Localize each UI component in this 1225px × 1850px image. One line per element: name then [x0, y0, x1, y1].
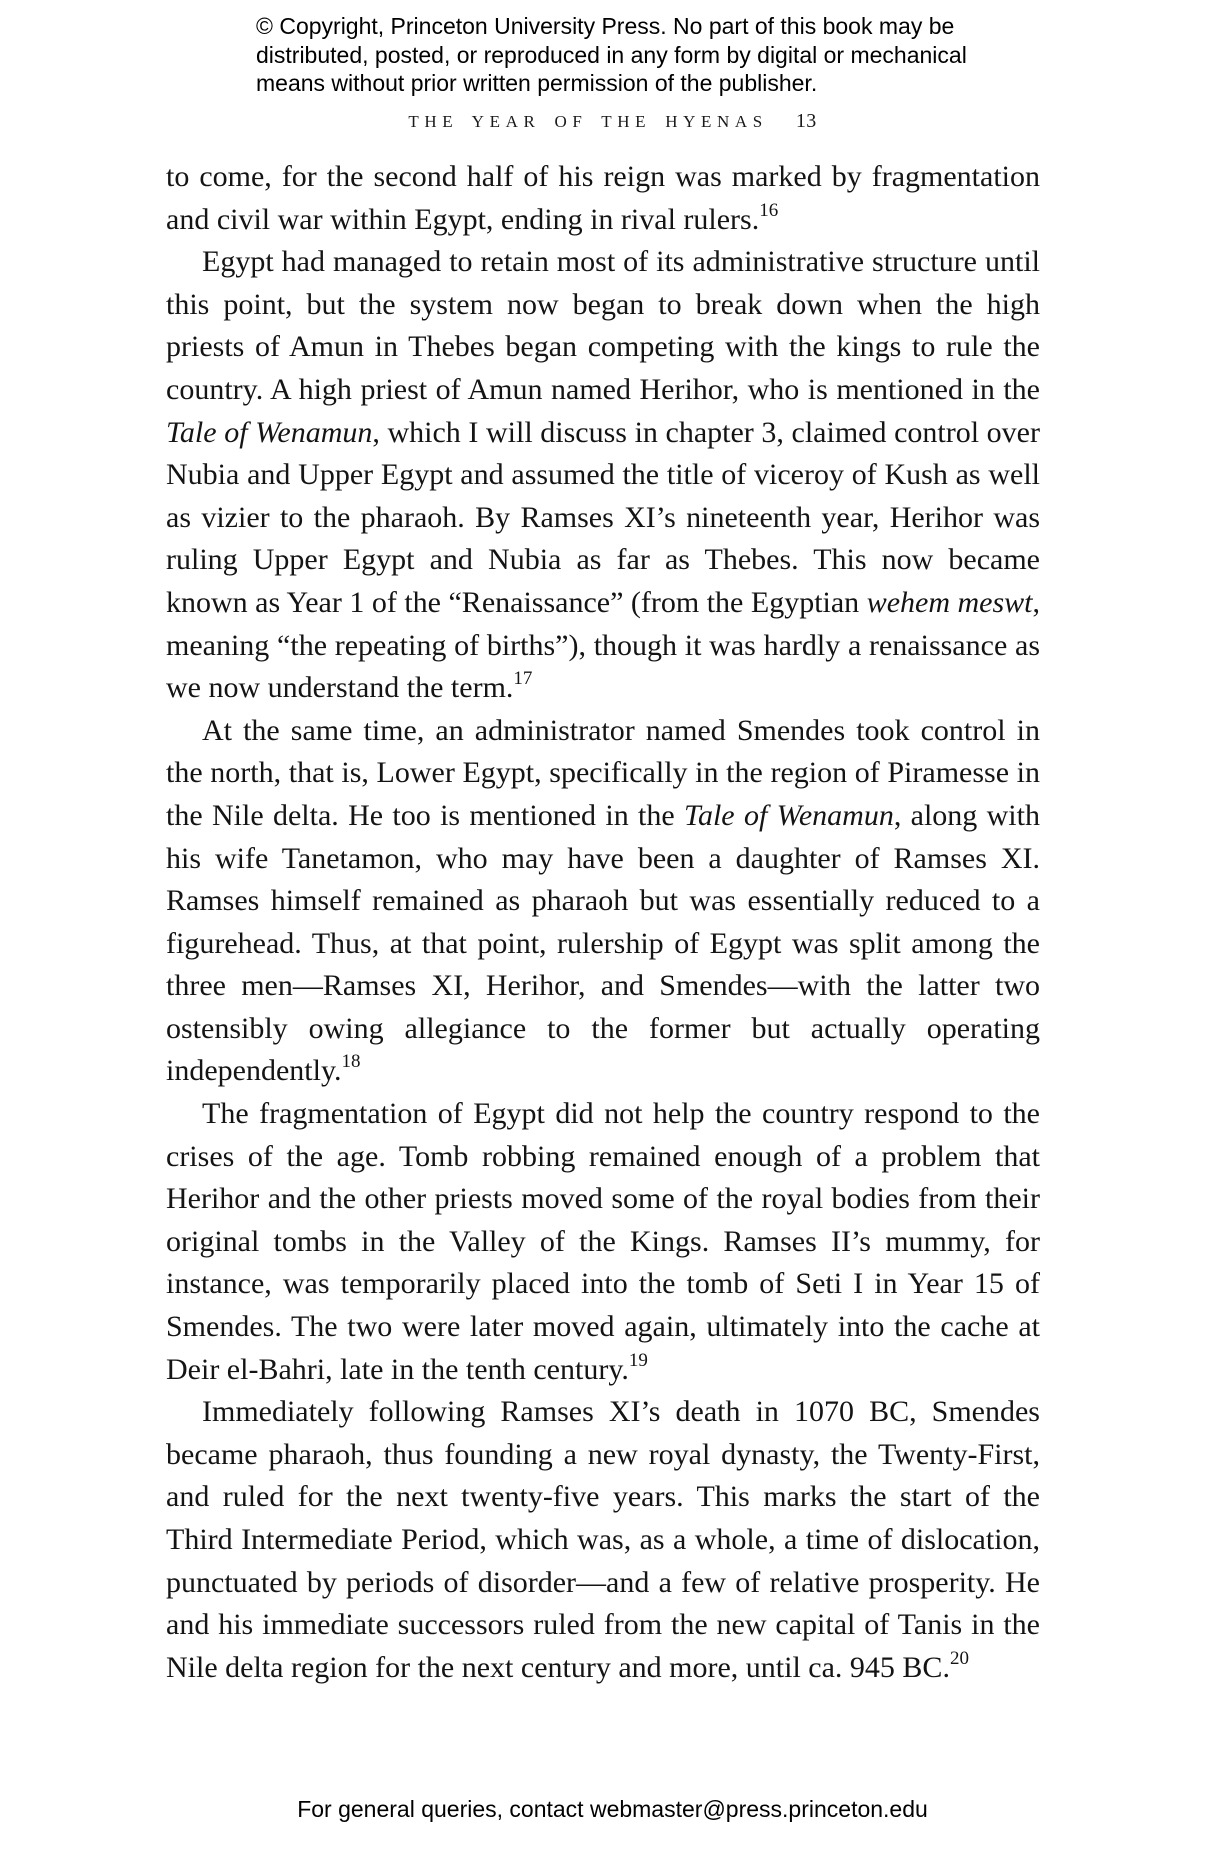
body-paragraph	[166, 156, 1040, 241]
text-run: At the same time, an administrator named Smendes took control in the north, that is, Lower Egypt, specifically in the region of Piramesse in the Nile delta. He too is mentioned in the	[166, 713, 1040, 832]
text-run: , along with his wife Tanetamon, who may have been a daughter of Ramses XI. Ramses himself remained as pharaoh but was essentially reduced to a figurehead. Thus, at that point, rulership of Egypt was split among the three men—Ramses XI, Herihor, and Smendes—with the latter two ostensibly owing allegiance to the former but actually operating independently.	[166, 798, 1040, 1088]
copyright-notice	[256, 12, 967, 98]
footnote-reference: 20	[949, 1647, 969, 1669]
copyright-line: distributed, posted, or reproduced in any form by digital or mechanical	[256, 41, 967, 68]
body-paragraph	[166, 1093, 1040, 1391]
italic-title: Tale of Wenamun	[166, 415, 373, 449]
page-number: 13	[795, 110, 817, 132]
footnote-reference: 18	[341, 1051, 361, 1073]
text-run: Egypt had managed to retain most of its administrative structure until this point, but the system now began to break down when the high priests of Amun in Thebes began competing with the kings to rule the country. A high priest of Amun named Herihor, who is mentioned in the	[166, 245, 1040, 406]
footnote-reference: 17	[513, 668, 533, 690]
copyright-line: means without prior written permission of the publisher.	[256, 70, 818, 96]
footnote-reference: 19	[628, 1349, 648, 1371]
text-run: Immediately following Ramses XI’s death in 1070 BC, Smendes became pharaoh, thus founding a new royal dynasty, the Twenty-First, and ruled for the next twenty-five years. This marks the start of the Third Intermediate Period, which was, as a whole, a time of dislocation, punctuated by periods of disorder—and a few of relative prosperity. He and his immediate successors ruled from the new capital of Tanis in the Nile delta region for the next century and more, until ca. 945 BC.	[166, 1395, 1040, 1684]
text-run: , which I will discuss in chapter 3, claimed control over Nubia and Upper Egypt and assumed the title of viceroy of Kush as well as vizier to the pharaoh. By Ramses XI’s nineteenth year, Herihor was ruling Upper Egypt and Nubia as far as Thebes. This now became known as Year 1 of the “Renaissance” (from the Egyptian	[166, 415, 1040, 619]
text-run: to come, for the second half of his reign was marked by fragmentation and civil war within Egypt, ending in rival rulers.	[166, 160, 1040, 236]
italic-title: wehem meswt	[866, 585, 1033, 619]
footnote-reference: 16	[759, 199, 779, 221]
running-head-title: THE YEAR OF THE HYENAS	[408, 112, 768, 131]
body-paragraph	[166, 1391, 1040, 1689]
text-run: , meaning “the repeating of births”), though it was hardly a renaissance as we now understand the term.	[166, 585, 1040, 705]
running-head	[0, 110, 1225, 133]
footer-queries-line: For general queries, contact webmaster@press.princeton.edu	[297, 1796, 928, 1822]
copyright-line: © Copyright, Princeton University Press. No part of this book may be	[256, 13, 955, 39]
italic-title: Tale of Wenamun	[684, 798, 894, 832]
text-run: The fragmentation of Egypt did not help the country respond to the crises of the age. Tomb robbing remained enough of a problem that Herihor and the other priests moved some of the royal bodies from their original tombs in the Valley of the Kings. Ramses II’s mummy, for instance, was temporarily placed into the tomb of Seti I in Year 15 of Smendes. The two were later moved again, ultimately into the cache at Deir el-Bahri, late in the tenth century.	[166, 1097, 1040, 1386]
body-text	[166, 156, 1040, 1689]
body-paragraph	[166, 710, 1040, 1093]
body-paragraph	[166, 241, 1040, 710]
